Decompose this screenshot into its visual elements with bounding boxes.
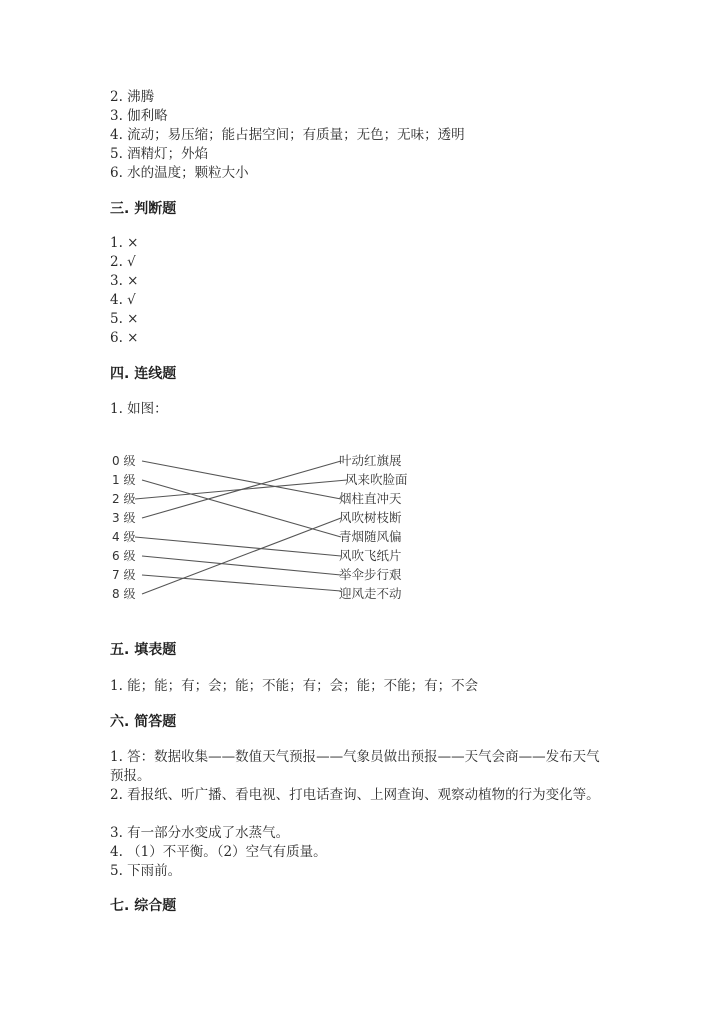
section-heading-judgment: 三. 判断题: [110, 201, 177, 217]
level-label: 4 级: [112, 530, 136, 544]
section-heading-matching: 四. 连线题: [110, 366, 177, 382]
phrase-label: 风来吹脸面: [345, 472, 408, 487]
phrase-label: 风吹飞纸片: [339, 548, 402, 563]
fill-answer-2: 2. 沸腾: [110, 89, 155, 105]
judgment-answer-6: 6. ×: [110, 330, 139, 346]
short-answer-4: 4. （1）不平衡。（2）空气有质量。: [110, 844, 327, 860]
short-answer-5: 5. 下雨前。: [110, 863, 182, 879]
level-label: 3 级: [112, 511, 136, 525]
phrase-label: 迎风走不动: [339, 586, 402, 601]
level-label: 0 级: [112, 454, 136, 468]
fill-answer-4: 4. 流动；易压缩；能占据空间；有质量；无色；无味；透明: [110, 127, 465, 143]
fill-answer-5: 5. 酒精灯；外焰: [110, 146, 209, 162]
level-label: 7 级: [112, 568, 136, 582]
phrase-label: 烟柱直冲天: [339, 491, 402, 506]
short-answer-3: 3. 有一部分水变成了水蒸气。: [110, 825, 290, 841]
level-label: 1 级: [112, 473, 136, 487]
judgment-answer-2: 2. √: [110, 254, 136, 270]
short-answer-2: 2. 看报纸、听广播、看电视、打电话查询、上网查询、观察动植物的行为变化等。: [110, 787, 600, 803]
fill-answer-6: 6. 水的温度；颗粒大小: [110, 165, 249, 181]
phrase-label: 举伞步行艰: [339, 567, 402, 582]
judgment-answer-1: 1. ×: [110, 235, 139, 251]
connection-line: [142, 461, 341, 499]
connection-line: [142, 556, 341, 575]
level-label: 8 级: [112, 587, 136, 601]
short-answer-1: 1. 答：数据收集——数值天气预报——气象员做出预报——天气会商——发布天气预报。: [110, 749, 600, 784]
phrase-label: 叶动红旗展: [339, 453, 402, 468]
matching-diagram: [105, 448, 425, 608]
phrase-label: 风吹树枝断: [339, 510, 402, 525]
phrase-label: 青烟随风偏: [339, 529, 402, 544]
section-heading-table: 五. 填表题: [110, 642, 177, 658]
matching-answer-1: 1. 如图：: [110, 401, 168, 417]
fill-answer-3: 3. 伽利略: [110, 108, 168, 124]
section-heading-short-answer: 六. 简答题: [110, 714, 177, 730]
section-heading-comprehensive: 七. 综合题: [110, 898, 177, 914]
judgment-answer-5: 5. ×: [110, 311, 139, 327]
connection-line: [135, 537, 341, 556]
judgment-answer-3: 3. ×: [110, 273, 139, 289]
connection-line: [142, 461, 341, 518]
judgment-answer-4: 4. √: [110, 292, 136, 308]
level-label: 6 级: [112, 549, 136, 563]
level-label: 2 级: [112, 492, 136, 506]
connection-line: [142, 480, 341, 537]
table-answer-1: 1. 能；能；有；会；能；不能；有；会；能；不能；有；不会: [110, 678, 479, 694]
connection-lines: [105, 448, 425, 608]
